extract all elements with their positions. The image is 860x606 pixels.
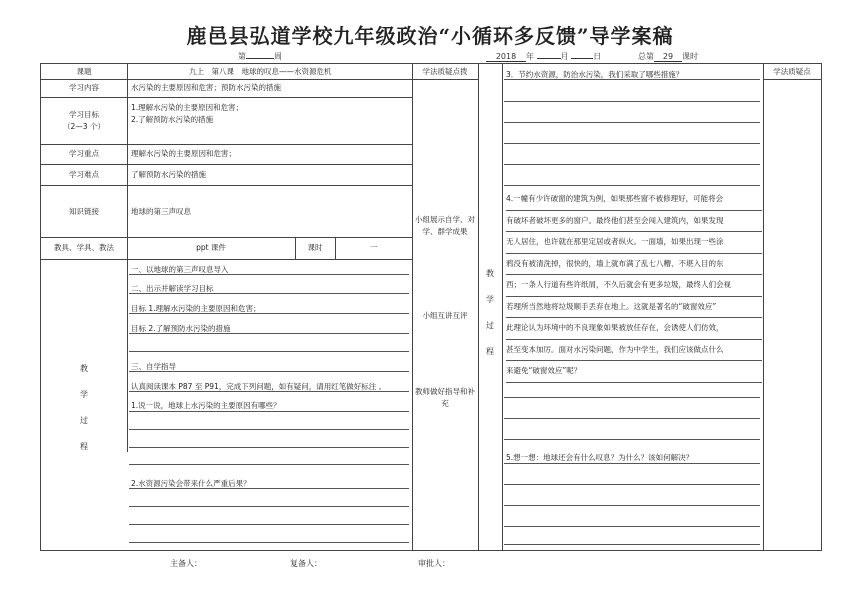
hours-value: 一 xyxy=(369,243,378,252)
right-header: 学法质疑点 xyxy=(773,67,811,76)
week-field: 第 周 xyxy=(238,52,282,61)
question-5: 5.想一想：地球还会有什么叹息？为什么？该如何解决？ xyxy=(506,453,694,462)
tools-label: 教具、学具、教法 xyxy=(54,243,114,252)
lesson-table xyxy=(40,63,822,551)
process-label-right: 教 学 过 程 xyxy=(486,269,494,356)
mid-header: 学法质疑点拨 xyxy=(422,67,468,76)
link-value: 地球的第三声叹息 xyxy=(131,207,191,216)
difficulty-label: 学习难点 xyxy=(69,170,99,179)
process-line-2: 二、出示并解读学习目标 xyxy=(131,284,214,293)
process-question-2: 2.水资源污染会带来什么严重后果？ xyxy=(131,479,251,488)
approve-field: 审批人： xyxy=(418,559,450,568)
process-line-5: 三、自学指导 xyxy=(131,362,176,371)
link-label: 知识链接 xyxy=(69,207,99,216)
mid-note-1: 小组展示自学、对学、群学成果 xyxy=(415,215,475,236)
content-label: 学习内容 xyxy=(69,83,99,92)
total-hours-field: 总第 29 课时 xyxy=(638,52,698,61)
process-line-3: 目标 1.理解水污染的主要原因和危害； xyxy=(131,304,261,313)
key-value: 理解水污染的主要原因和危害； xyxy=(131,149,236,158)
hours-label: 课时 xyxy=(307,243,323,252)
question-3: 3．节约水资源，防治水污染，我们采取了哪些措施？ xyxy=(506,70,684,79)
tools-value: ppt 课件 xyxy=(196,243,226,252)
process-question-1: 1.说一说，地球上水污染的主要原因有哪些？ xyxy=(131,401,281,410)
goal-2: 2.了解预防水污染的措施 xyxy=(131,115,214,124)
content-value: 水污染的主要原因和危害；预防水污染的措施 xyxy=(131,83,281,92)
goals-label: 学习目标 （2—3 个） xyxy=(63,110,105,131)
process-label-left: 教 学 过 程 xyxy=(80,364,88,451)
process-line-6: 认真阅读课本 P87 至 P91，完成下列问题，如有疑问，请用红笔做好标注 。 xyxy=(131,382,387,391)
mid-note-3: 教师做好指导和补充 xyxy=(415,387,475,408)
page-title: 鹿邑县弘道学校九年级政治“小循环多反馈”导学案稿 xyxy=(186,24,674,48)
key-label: 学习重点 xyxy=(69,149,99,158)
topic-label: 课题 xyxy=(76,67,92,76)
difficulty-value: 了解预防水污染的措施 xyxy=(131,170,206,179)
question-4: 4.一幢有少许破窗的建筑为例，如果那些窗不被修理好，可能将会 有破坏者破坏更多的窗户。最终他们甚至会闯入建筑内，如果发现 无人居住，也许就在那里定居或者纵火。一面墙，如果出现一些涂 鸦没有被清洗掉，很快的，墙上就布满了乱七八糟、不堪入目的东 西；一条人行道有些许纸屑，不久后就会有更多垃圾，最终人们会视 若理所当然地将垃圾顺手丢弃在地上。这就是著名的“破窗效应” 此理论认为环境中的不良现象如果被放任存在，会诱使人们仿效， 甚至变本加厉。面对水污染问题，作为中学生，我们应该做点什么 来避免“破窗效应”呢？ xyxy=(506,189,762,383)
mid-note-2: 小组互讲互评 xyxy=(422,311,468,320)
goal-1: 1.理解水污染的主要原因和危害； xyxy=(131,103,244,112)
topic-value: 九上 第八课 地球的叹息——水资源危机 xyxy=(189,67,332,76)
process-line-4: 目标 2.了解预防水污染的措施 xyxy=(131,324,231,333)
host-field: 主备人： xyxy=(170,559,202,568)
process-line-1: 一、以地球的第三声叹息导入 xyxy=(131,265,229,274)
review-field: 复备人： xyxy=(290,559,322,568)
date-field: 2018 年 月 日 xyxy=(486,51,601,62)
